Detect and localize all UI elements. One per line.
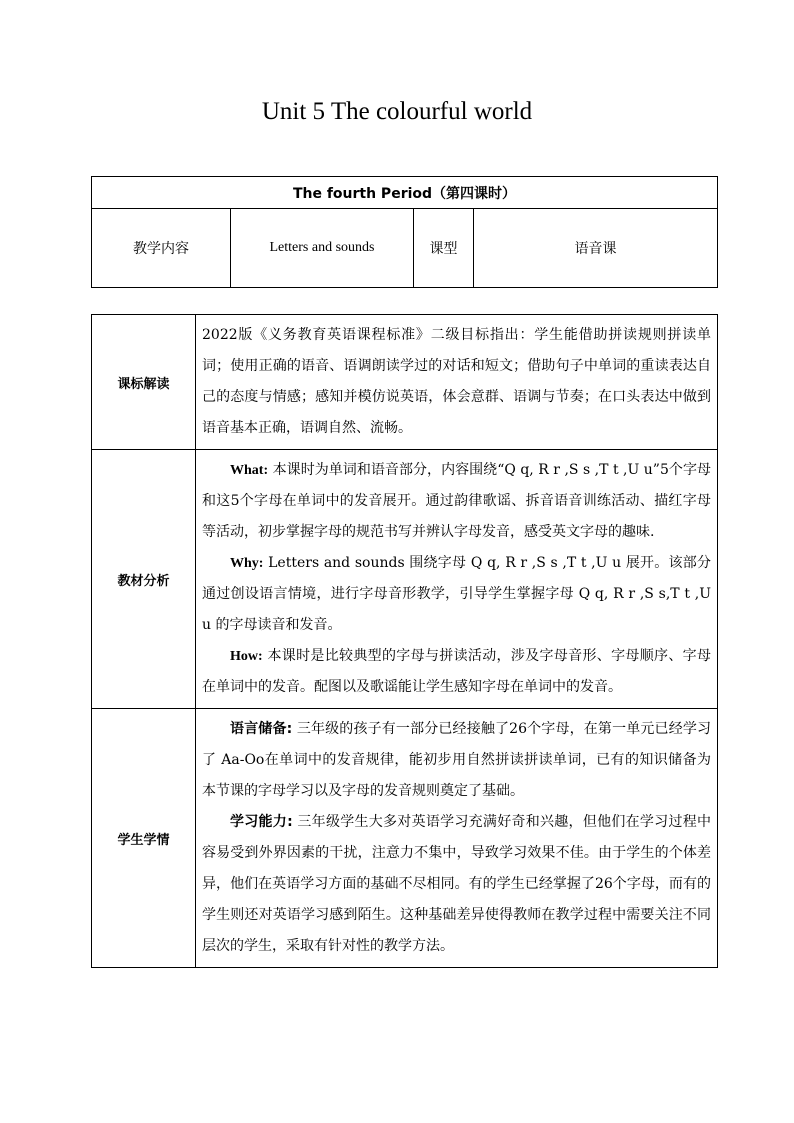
page-title: Unit 5 The colourful world [261,98,533,125]
materials-content [196,450,718,709]
how-paragraph [202,641,711,703]
content-value: Letters and sounds [231,209,414,288]
students-content [196,709,718,968]
standard-row [92,315,718,450]
period-heading: The fourth Period（第四课时） [92,177,718,209]
what-paragraph [202,455,711,548]
how-keyword: How: [230,649,263,664]
content-label: 教学内容 [92,209,231,288]
lesson-info-table [91,176,718,288]
what-text: 本课时为单词和语音部分，内容围绕“Q q, R r ,S s ,T t ,U u”5个字母和这5个字母在单词中的发音展开。通过韵律歌谣、拆音语音训练活动、描红字母等活动，初步掌握字母的规范书写并辨认字母发音，感受英文字母的趣味. [202,462,711,540]
analysis-table [91,314,718,968]
ability-keyword: 学习能力: [230,814,293,830]
how-text: 本课时是比较典型的字母与拼读活动，涉及字母音形、字母顺序、字母在单词中的发音。配图以及歌谣能让学生感知字母在单词中的发音。 [202,648,711,695]
why-paragraph [202,548,711,641]
standard-text: 2022版《义务教育英语课程标准》二级目标指出：学生能借助拼读规则拼读单词；使用正确的语音、语调朗读学过的对话和短文；借助句子中单词的重读表达自己的态度与情感；感知并模仿说英语，体会意群、语调与节奏；在口头表达中做到语音基本正确，语调自然、流畅。 [202,327,711,436]
ability-text: 三年级学生大多对英语学习充满好奇和兴趣，但他们在学习过程中容易受到外界因素的干扰，注意力不集中，导致学习效果不佳。由于学生的个体差异，他们在英语学习方面的基础不尽相同。有的学生已经掌握了26个字母，而有的学生则还对英语学习感到陌生。这种基础差异使得教师在教学过程中需要关注不同层次的学生，采取有针对性的教学方法。 [202,814,711,954]
students-row [92,709,718,968]
ability-paragraph [202,807,711,962]
what-keyword: What: [230,463,269,478]
why-text: Letters and sounds 围绕字母 Q q, R r ,S s ,T t ,U u 展开。该部分通过创设语言情境，进行字母音形教学，引导学生掌握字母 Q q, R r ,S s,T t ,U u 的字母读音和发音。 [202,555,711,633]
type-value: 语音课 [474,209,718,288]
type-label: 课型 [414,209,474,288]
materials-label: 教材分析 [92,450,196,709]
language-paragraph [202,714,711,807]
why-keyword: Why: [230,556,264,571]
standard-content [196,315,718,450]
language-text: 三年级的孩子有一部分已经接触了26个字母，在第一单元已经学习了 Aa-Oo在单词中的发音规律，能初步用自然拼读拼读单词，已有的知识储备为本节课的字母学习以及字母的发音规则奠定了基础。 [202,721,712,799]
students-label: 学生学情 [92,709,196,968]
standard-label: 课标解读 [92,315,196,450]
language-keyword: 语言储备: [230,721,293,737]
materials-row [92,450,718,709]
